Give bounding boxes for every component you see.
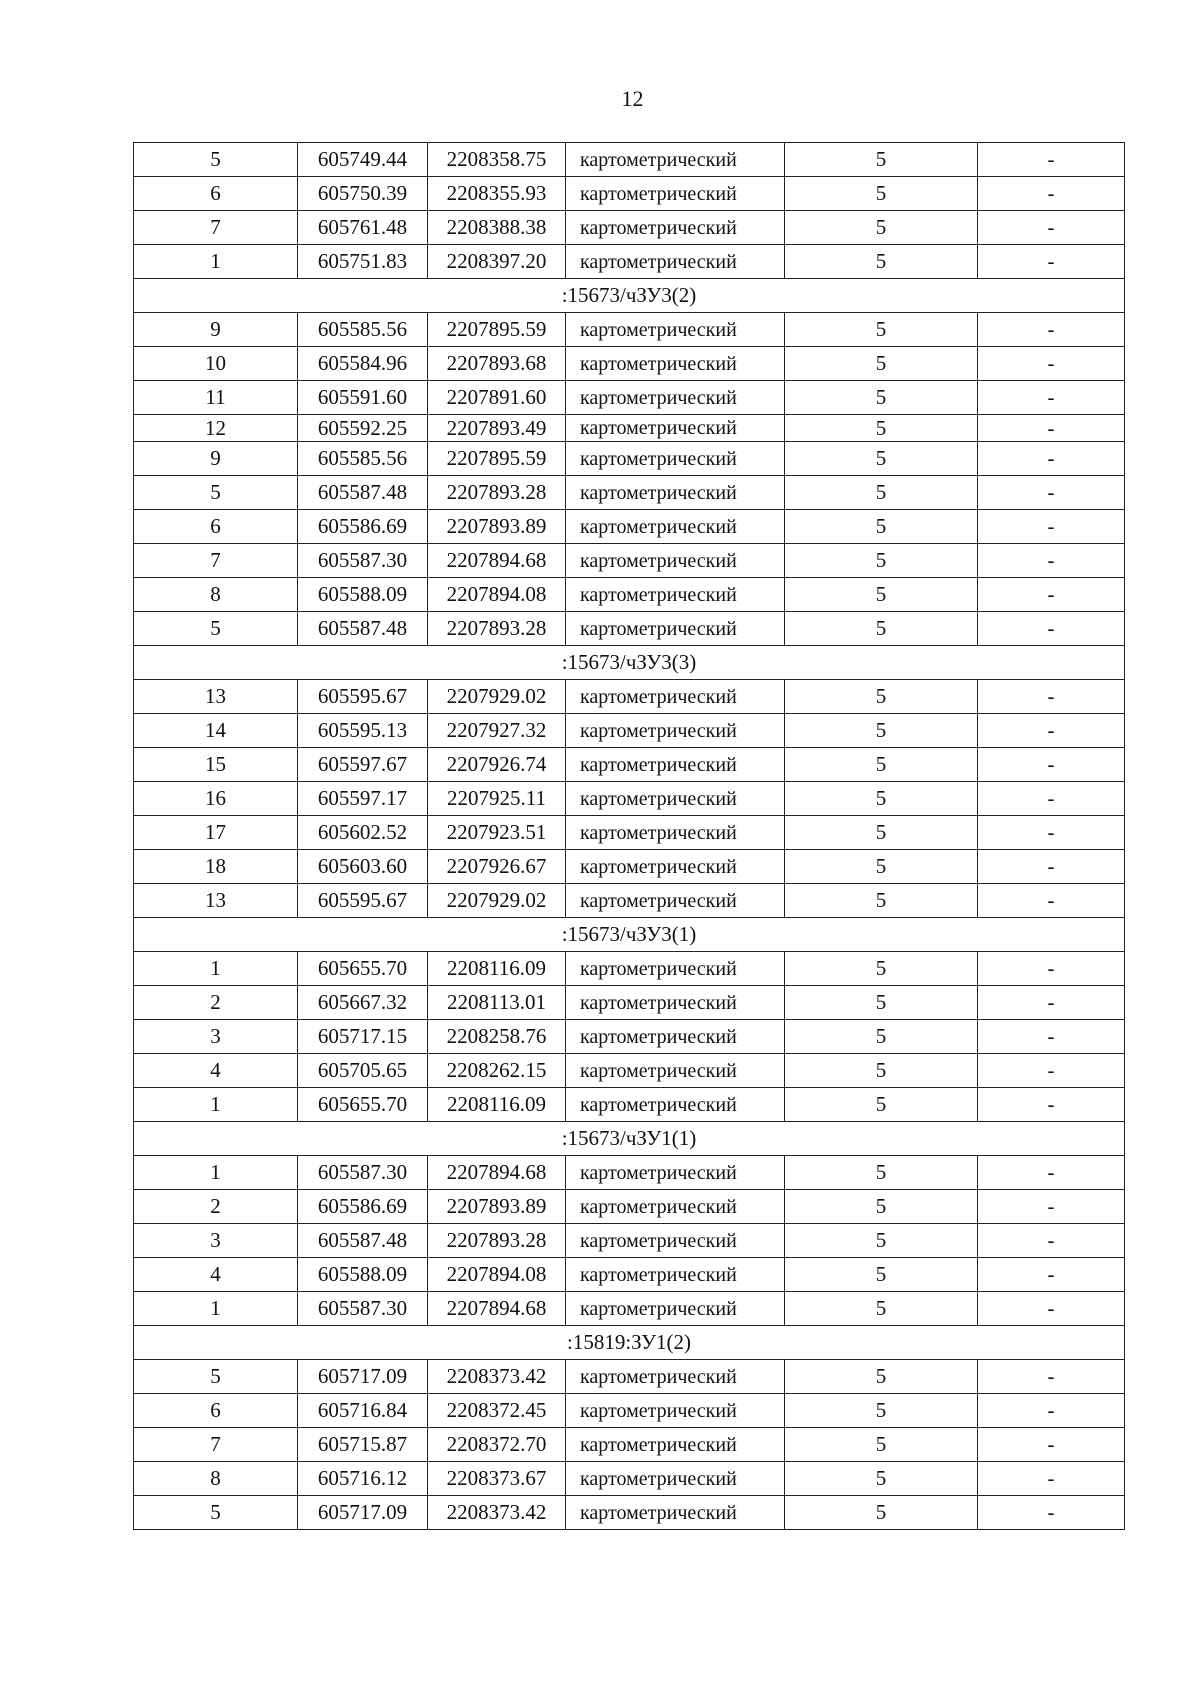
y-coordinate-cell: 2207926.74 xyxy=(428,748,566,782)
accuracy-cell: 5 xyxy=(785,714,978,748)
method-cell: картометрический xyxy=(566,578,785,612)
table-row xyxy=(134,884,1125,918)
method-cell: картометрический xyxy=(566,680,785,714)
y-coordinate-cell: 2208262.15 xyxy=(428,1054,566,1088)
description-cell: - xyxy=(978,1054,1125,1088)
x-coordinate-cell: 605588.09 xyxy=(298,578,428,612)
accuracy-cell: 5 xyxy=(785,415,978,442)
x-coordinate-cell: 605587.48 xyxy=(298,476,428,510)
y-coordinate-cell: 2208373.42 xyxy=(428,1496,566,1530)
table-row xyxy=(134,578,1125,612)
accuracy-cell: 5 xyxy=(785,1088,978,1122)
x-coordinate-cell: 605586.69 xyxy=(298,510,428,544)
description-cell: - xyxy=(978,578,1125,612)
method-cell: картометрический xyxy=(566,415,785,442)
description-cell: - xyxy=(978,245,1125,279)
x-coordinate-cell: 605587.30 xyxy=(298,544,428,578)
table-row xyxy=(134,143,1125,177)
description-cell: - xyxy=(978,850,1125,884)
x-coordinate-cell: 605655.70 xyxy=(298,952,428,986)
point-number-cell: 17 xyxy=(134,816,298,850)
table-row xyxy=(134,245,1125,279)
description-cell: - xyxy=(978,952,1125,986)
point-number-cell: 5 xyxy=(134,1360,298,1394)
y-coordinate-cell: 2207894.68 xyxy=(428,544,566,578)
x-coordinate-cell: 605750.39 xyxy=(298,177,428,211)
x-coordinate-cell: 605603.60 xyxy=(298,850,428,884)
y-coordinate-cell: 2208372.70 xyxy=(428,1428,566,1462)
table-row xyxy=(134,347,1125,381)
table-row xyxy=(134,1020,1125,1054)
x-coordinate-cell: 605597.67 xyxy=(298,748,428,782)
table-row xyxy=(134,680,1125,714)
table-row xyxy=(134,1428,1125,1462)
accuracy-cell: 5 xyxy=(785,782,978,816)
accuracy-cell: 5 xyxy=(785,1190,978,1224)
description-cell: - xyxy=(978,782,1125,816)
description-cell: - xyxy=(978,415,1125,442)
point-number-cell: 18 xyxy=(134,850,298,884)
y-coordinate-cell: 2207893.28 xyxy=(428,612,566,646)
method-cell: картометрический xyxy=(566,510,785,544)
table-row xyxy=(134,1496,1125,1530)
table-row xyxy=(134,1462,1125,1496)
x-coordinate-cell: 605655.70 xyxy=(298,1088,428,1122)
x-coordinate-cell: 605595.67 xyxy=(298,680,428,714)
y-coordinate-cell: 2207891.60 xyxy=(428,381,566,415)
method-cell: картометрический xyxy=(566,612,785,646)
table-row xyxy=(134,782,1125,816)
y-coordinate-cell: 2207893.49 xyxy=(428,415,566,442)
y-coordinate-cell: 2207893.89 xyxy=(428,510,566,544)
method-cell: картометрический xyxy=(566,1394,785,1428)
point-number-cell: 10 xyxy=(134,347,298,381)
method-cell: картометрический xyxy=(566,245,785,279)
y-coordinate-cell: 2207895.59 xyxy=(428,442,566,476)
section-header-row xyxy=(134,1122,1125,1156)
x-coordinate-cell: 605595.67 xyxy=(298,884,428,918)
table-row xyxy=(134,1088,1125,1122)
point-number-cell: 5 xyxy=(134,143,298,177)
table-row xyxy=(134,1258,1125,1292)
point-number-cell: 5 xyxy=(134,1496,298,1530)
x-coordinate-cell: 605592.25 xyxy=(298,415,428,442)
accuracy-cell: 5 xyxy=(785,510,978,544)
point-number-cell: 1 xyxy=(134,1156,298,1190)
point-number-cell: 4 xyxy=(134,1258,298,1292)
method-cell: картометрический xyxy=(566,143,785,177)
method-cell: картометрический xyxy=(566,1190,785,1224)
method-cell: картометрический xyxy=(566,748,785,782)
accuracy-cell: 5 xyxy=(785,680,978,714)
method-cell: картометрический xyxy=(566,816,785,850)
table-row xyxy=(134,816,1125,850)
method-cell: картометрический xyxy=(566,313,785,347)
section-title: :15673/чЗУ1(1) xyxy=(134,1122,1125,1156)
description-cell: - xyxy=(978,1088,1125,1122)
y-coordinate-cell: 2207893.89 xyxy=(428,1190,566,1224)
description-cell: - xyxy=(978,1462,1125,1496)
table-row xyxy=(134,612,1125,646)
section-title: :15819:ЗУ1(2) xyxy=(134,1326,1125,1360)
table-row xyxy=(134,1054,1125,1088)
section-header-row xyxy=(134,1326,1125,1360)
point-number-cell: 6 xyxy=(134,510,298,544)
y-coordinate-cell: 2207925.11 xyxy=(428,782,566,816)
y-coordinate-cell: 2208397.20 xyxy=(428,245,566,279)
section-header-row xyxy=(134,918,1125,952)
y-coordinate-cell: 2207894.08 xyxy=(428,578,566,612)
x-coordinate-cell: 605587.30 xyxy=(298,1156,428,1190)
description-cell: - xyxy=(978,544,1125,578)
accuracy-cell: 5 xyxy=(785,442,978,476)
accuracy-cell: 5 xyxy=(785,1428,978,1462)
section-header-row xyxy=(134,279,1125,313)
description-cell: - xyxy=(978,381,1125,415)
point-number-cell: 9 xyxy=(134,442,298,476)
method-cell: картометрический xyxy=(566,1292,785,1326)
point-number-cell: 1 xyxy=(134,1292,298,1326)
description-cell: - xyxy=(978,177,1125,211)
description-cell: - xyxy=(978,748,1125,782)
table-row xyxy=(134,381,1125,415)
method-cell: картометрический xyxy=(566,952,785,986)
section-title: :15673/чЗУ3(2) xyxy=(134,279,1125,313)
accuracy-cell: 5 xyxy=(785,1054,978,1088)
accuracy-cell: 5 xyxy=(785,1394,978,1428)
method-cell: картометрический xyxy=(566,1088,785,1122)
method-cell: картометрический xyxy=(566,1496,785,1530)
x-coordinate-cell: 605751.83 xyxy=(298,245,428,279)
accuracy-cell: 5 xyxy=(785,313,978,347)
x-coordinate-cell: 605715.87 xyxy=(298,1428,428,1462)
point-number-cell: 7 xyxy=(134,544,298,578)
table-row xyxy=(134,415,1125,442)
description-cell: - xyxy=(978,1020,1125,1054)
description-cell: - xyxy=(978,1190,1125,1224)
table-row xyxy=(134,1224,1125,1258)
y-coordinate-cell: 2207894.68 xyxy=(428,1156,566,1190)
y-coordinate-cell: 2208116.09 xyxy=(428,1088,566,1122)
accuracy-cell: 5 xyxy=(785,816,978,850)
description-cell: - xyxy=(978,476,1125,510)
table-row xyxy=(134,544,1125,578)
accuracy-cell: 5 xyxy=(785,143,978,177)
point-number-cell: 5 xyxy=(134,476,298,510)
method-cell: картометрический xyxy=(566,347,785,381)
x-coordinate-cell: 605588.09 xyxy=(298,1258,428,1292)
table-row xyxy=(134,952,1125,986)
accuracy-cell: 5 xyxy=(785,1292,978,1326)
description-cell: - xyxy=(978,143,1125,177)
accuracy-cell: 5 xyxy=(785,347,978,381)
x-coordinate-cell: 605597.17 xyxy=(298,782,428,816)
point-number-cell: 3 xyxy=(134,1020,298,1054)
point-number-cell: 6 xyxy=(134,177,298,211)
description-cell: - xyxy=(978,1428,1125,1462)
point-number-cell: 7 xyxy=(134,211,298,245)
y-coordinate-cell: 2208116.09 xyxy=(428,952,566,986)
description-cell: - xyxy=(978,1258,1125,1292)
y-coordinate-cell: 2208113.01 xyxy=(428,986,566,1020)
accuracy-cell: 5 xyxy=(785,850,978,884)
table-row xyxy=(134,510,1125,544)
coordinates-table xyxy=(133,142,1125,1530)
accuracy-cell: 5 xyxy=(785,748,978,782)
point-number-cell: 13 xyxy=(134,884,298,918)
table-row xyxy=(134,748,1125,782)
point-number-cell: 2 xyxy=(134,986,298,1020)
description-cell: - xyxy=(978,1394,1125,1428)
method-cell: картометрический xyxy=(566,476,785,510)
y-coordinate-cell: 2207927.32 xyxy=(428,714,566,748)
method-cell: картометрический xyxy=(566,1020,785,1054)
point-number-cell: 12 xyxy=(134,415,298,442)
accuracy-cell: 5 xyxy=(785,1258,978,1292)
x-coordinate-cell: 605586.69 xyxy=(298,1190,428,1224)
table-row xyxy=(134,1360,1125,1394)
y-coordinate-cell: 2207923.51 xyxy=(428,816,566,850)
method-cell: картометрический xyxy=(566,884,785,918)
x-coordinate-cell: 605595.13 xyxy=(298,714,428,748)
point-number-cell: 7 xyxy=(134,1428,298,1462)
point-number-cell: 6 xyxy=(134,1394,298,1428)
table-row xyxy=(134,1190,1125,1224)
x-coordinate-cell: 605587.30 xyxy=(298,1292,428,1326)
method-cell: картометрический xyxy=(566,782,785,816)
section-header-row xyxy=(134,646,1125,680)
y-coordinate-cell: 2208373.67 xyxy=(428,1462,566,1496)
accuracy-cell: 5 xyxy=(785,1020,978,1054)
point-number-cell: 9 xyxy=(134,313,298,347)
accuracy-cell: 5 xyxy=(785,952,978,986)
accuracy-cell: 5 xyxy=(785,177,978,211)
description-cell: - xyxy=(978,816,1125,850)
accuracy-cell: 5 xyxy=(785,1360,978,1394)
description-cell: - xyxy=(978,986,1125,1020)
point-number-cell: 1 xyxy=(134,245,298,279)
x-coordinate-cell: 605705.65 xyxy=(298,1054,428,1088)
description-cell: - xyxy=(978,612,1125,646)
table-row xyxy=(134,442,1125,476)
point-number-cell: 1 xyxy=(134,952,298,986)
method-cell: картометрический xyxy=(566,1054,785,1088)
accuracy-cell: 5 xyxy=(785,1462,978,1496)
method-cell: картометрический xyxy=(566,714,785,748)
y-coordinate-cell: 2207929.02 xyxy=(428,884,566,918)
method-cell: картометрический xyxy=(566,1156,785,1190)
point-number-cell: 4 xyxy=(134,1054,298,1088)
method-cell: картометрический xyxy=(566,544,785,578)
y-coordinate-cell: 2207895.59 xyxy=(428,313,566,347)
point-number-cell: 5 xyxy=(134,612,298,646)
x-coordinate-cell: 605584.96 xyxy=(298,347,428,381)
method-cell: картометрический xyxy=(566,1258,785,1292)
y-coordinate-cell: 2207926.67 xyxy=(428,850,566,884)
accuracy-cell: 5 xyxy=(785,1496,978,1530)
accuracy-cell: 5 xyxy=(785,245,978,279)
accuracy-cell: 5 xyxy=(785,986,978,1020)
method-cell: картометрический xyxy=(566,850,785,884)
table-row xyxy=(134,850,1125,884)
description-cell: - xyxy=(978,1224,1125,1258)
point-number-cell: 13 xyxy=(134,680,298,714)
description-cell: - xyxy=(978,510,1125,544)
y-coordinate-cell: 2207893.28 xyxy=(428,1224,566,1258)
x-coordinate-cell: 605716.84 xyxy=(298,1394,428,1428)
x-coordinate-cell: 605587.48 xyxy=(298,612,428,646)
description-cell: - xyxy=(978,1292,1125,1326)
y-coordinate-cell: 2208388.38 xyxy=(428,211,566,245)
accuracy-cell: 5 xyxy=(785,544,978,578)
description-cell: - xyxy=(978,1496,1125,1530)
method-cell: картометрический xyxy=(566,1462,785,1496)
accuracy-cell: 5 xyxy=(785,1156,978,1190)
table-row xyxy=(134,177,1125,211)
x-coordinate-cell: 605667.32 xyxy=(298,986,428,1020)
x-coordinate-cell: 605591.60 xyxy=(298,381,428,415)
description-cell: - xyxy=(978,680,1125,714)
y-coordinate-cell: 2208358.75 xyxy=(428,143,566,177)
accuracy-cell: 5 xyxy=(785,381,978,415)
y-coordinate-cell: 2208258.76 xyxy=(428,1020,566,1054)
method-cell: картометрический xyxy=(566,1360,785,1394)
accuracy-cell: 5 xyxy=(785,578,978,612)
method-cell: картометрический xyxy=(566,177,785,211)
method-cell: картометрический xyxy=(566,442,785,476)
x-coordinate-cell: 605749.44 xyxy=(298,143,428,177)
method-cell: картометрический xyxy=(566,381,785,415)
x-coordinate-cell: 605716.12 xyxy=(298,1462,428,1496)
x-coordinate-cell: 605717.09 xyxy=(298,1360,428,1394)
description-cell: - xyxy=(978,313,1125,347)
method-cell: картометрический xyxy=(566,211,785,245)
point-number-cell: 8 xyxy=(134,1462,298,1496)
method-cell: картометрический xyxy=(566,1224,785,1258)
table-row xyxy=(134,476,1125,510)
description-cell: - xyxy=(978,347,1125,381)
point-number-cell: 16 xyxy=(134,782,298,816)
x-coordinate-cell: 605602.52 xyxy=(298,816,428,850)
point-number-cell: 11 xyxy=(134,381,298,415)
accuracy-cell: 5 xyxy=(785,476,978,510)
y-coordinate-cell: 2207893.68 xyxy=(428,347,566,381)
y-coordinate-cell: 2208355.93 xyxy=(428,177,566,211)
description-cell: - xyxy=(978,442,1125,476)
point-number-cell: 14 xyxy=(134,714,298,748)
method-cell: картометрический xyxy=(566,1428,785,1462)
point-number-cell: 2 xyxy=(134,1190,298,1224)
x-coordinate-cell: 605585.56 xyxy=(298,313,428,347)
y-coordinate-cell: 2208372.45 xyxy=(428,1394,566,1428)
section-title: :15673/чЗУ3(1) xyxy=(134,918,1125,952)
x-coordinate-cell: 605587.48 xyxy=(298,1224,428,1258)
accuracy-cell: 5 xyxy=(785,884,978,918)
accuracy-cell: 5 xyxy=(785,211,978,245)
x-coordinate-cell: 605585.56 xyxy=(298,442,428,476)
y-coordinate-cell: 2207893.28 xyxy=(428,476,566,510)
page-number: 12 xyxy=(621,86,644,111)
point-number-cell: 3 xyxy=(134,1224,298,1258)
table-row xyxy=(134,211,1125,245)
section-title: :15673/чЗУ3(3) xyxy=(134,646,1125,680)
table-row xyxy=(134,986,1125,1020)
description-cell: - xyxy=(978,884,1125,918)
table-row xyxy=(134,1156,1125,1190)
description-cell: - xyxy=(978,1360,1125,1394)
point-number-cell: 8 xyxy=(134,578,298,612)
description-cell: - xyxy=(978,211,1125,245)
table-row xyxy=(134,714,1125,748)
point-number-cell: 15 xyxy=(134,748,298,782)
accuracy-cell: 5 xyxy=(785,1224,978,1258)
accuracy-cell: 5 xyxy=(785,612,978,646)
y-coordinate-cell: 2207929.02 xyxy=(428,680,566,714)
table-row xyxy=(134,1394,1125,1428)
y-coordinate-cell: 2208373.42 xyxy=(428,1360,566,1394)
table-row xyxy=(134,313,1125,347)
point-number-cell: 1 xyxy=(134,1088,298,1122)
method-cell: картометрический xyxy=(566,986,785,1020)
y-coordinate-cell: 2207894.08 xyxy=(428,1258,566,1292)
x-coordinate-cell: 605717.09 xyxy=(298,1496,428,1530)
description-cell: - xyxy=(978,1156,1125,1190)
x-coordinate-cell: 605761.48 xyxy=(298,211,428,245)
x-coordinate-cell: 605717.15 xyxy=(298,1020,428,1054)
description-cell: - xyxy=(978,714,1125,748)
table-row xyxy=(134,1292,1125,1326)
y-coordinate-cell: 2207894.68 xyxy=(428,1292,566,1326)
